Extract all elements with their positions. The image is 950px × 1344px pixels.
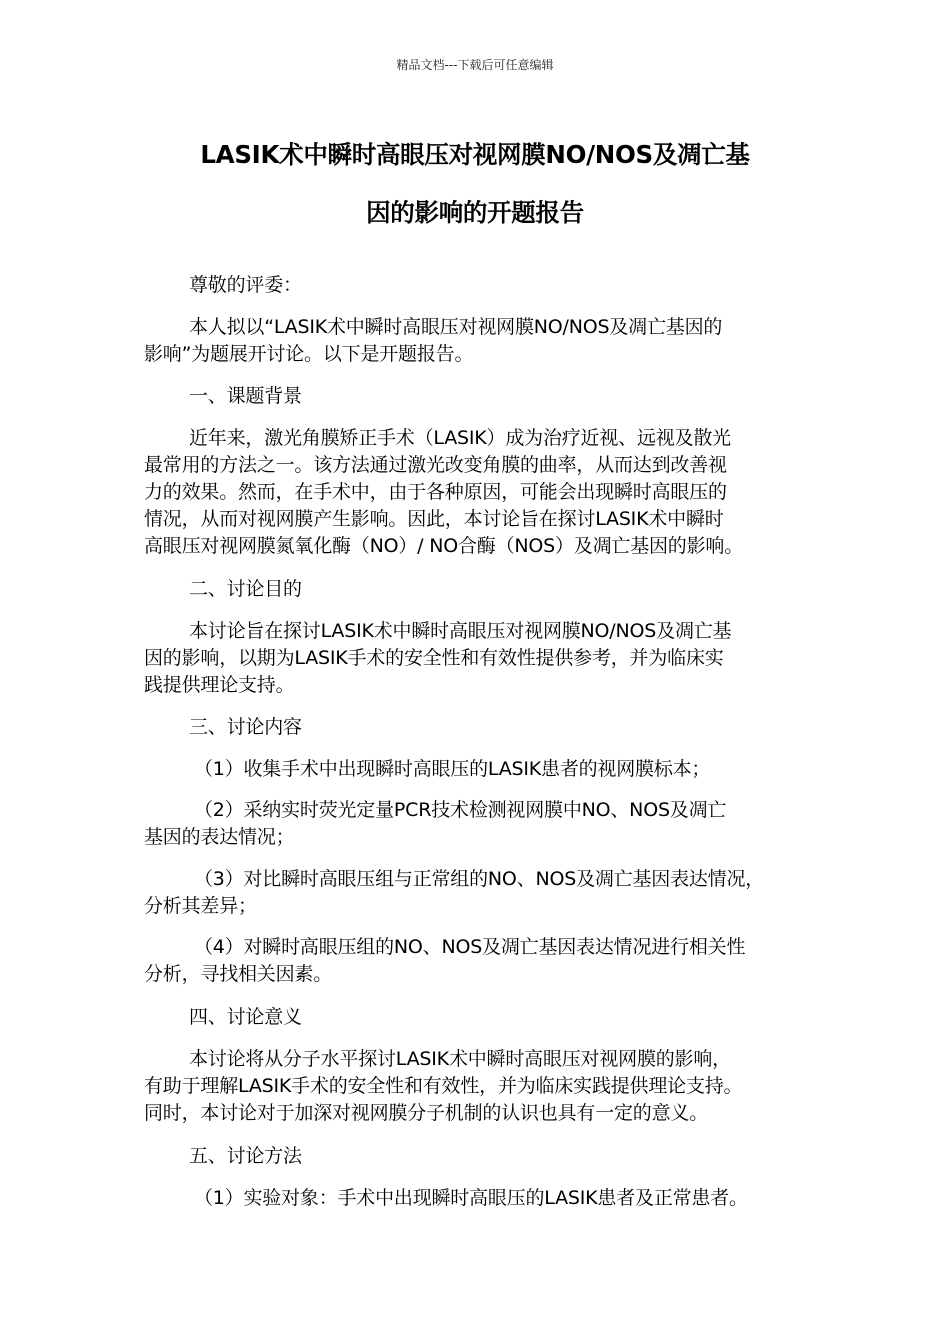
section-3-item-4	[144, 934, 834, 988]
section-4-line-2: 有助于理解LASIK手术的安全性和有效性，并为临床实践提供理论支持。	[144, 1075, 743, 1097]
section-5-item-1	[144, 1185, 834, 1212]
section-1-line-1: 近年来，激光角膜矫正手术（LASIK）成为治疗近视、远视及散光	[189, 427, 731, 449]
document-header-note: 精品文档---下载后可任意编辑	[396, 58, 554, 72]
salutation-text: 尊敬的评委：	[189, 274, 302, 296]
section-1-paragraph	[144, 425, 834, 560]
section-4-line-1: 本讨论将从分子水平探讨LASIK术中瞬时高眼压对视网膜的影响，	[189, 1048, 731, 1070]
section-3-item-4-line-2: 分析，寻找相关因素。	[144, 963, 333, 985]
section-4-paragraph	[144, 1046, 834, 1127]
document-title-line-1: LASIK术中瞬时高眼压对视网膜NO/NOS及凋亡基	[200, 140, 750, 169]
section-2-line-2: 因的影响，以期为LASIK手术的安全性和有效性提供参考，并为临床实	[144, 647, 724, 669]
section-2-heading-text: 二、讨论目的	[189, 578, 302, 600]
intro-line-2: 影响”为题展开讨论。以下是开题报告。	[144, 343, 474, 365]
section-3-item-3-line-1: （3）对比瞬时高眼压组与正常组的NO、NOS及凋亡基因表达情况，	[194, 868, 765, 890]
section-3-item-2-line-2: 基因的表达情况；	[144, 826, 295, 848]
section-1-line-2: 最常用的方法之一。该方法通过激光改变角膜的曲率，从而达到改善视	[144, 454, 727, 476]
section-5-heading	[144, 1143, 834, 1170]
section-1-heading	[144, 383, 834, 410]
section-3-item-1-line-1: （1）收集手术中出现瞬时高眼压的LASIK患者的视网膜标本；	[194, 758, 711, 780]
section-1-line-4: 情况，从而对视网膜产生影响。因此，本讨论旨在探讨LASIK术中瞬时	[144, 508, 724, 530]
section-2-line-3: 践提供理论支持。	[144, 674, 295, 696]
intro-line-1: 本人拟以“LASIK术中瞬时高眼压对视网膜NO/NOS及凋亡基因的	[189, 316, 723, 338]
section-4-heading	[144, 1004, 834, 1031]
document-title-line-2: 因的影响的开题报告	[366, 198, 584, 227]
section-3-heading-text: 三、讨论内容	[189, 716, 302, 738]
section-3-item-4-line-1: （4）对瞬时高眼压组的NO、NOS及凋亡基因表达情况进行相关性	[194, 936, 746, 958]
section-5-item-1-line-1: （1）实验对象：手术中出现瞬时高眼压的LASIK患者及正常患者。	[194, 1187, 748, 1209]
section-3-item-3-line-2: 分析其差异；	[144, 895, 257, 917]
section-4-heading-text: 四、讨论意义	[189, 1006, 302, 1028]
section-1-heading-text: 一、课题背景	[189, 385, 302, 407]
section-2-heading	[144, 576, 834, 603]
section-1-line-5: 高眼压对视网膜氮氧化酶（NO）/ NO合酶（NOS）及凋亡基因的影响。	[144, 535, 744, 557]
salutation	[144, 272, 834, 299]
section-1-line-3: 力的效果。然而，在手术中，由于各种原因，可能会出现瞬时高眼压的	[144, 481, 727, 503]
section-3-item-2-line-1: （2）采纳实时荧光定量PCR技术检测视网膜中NO、NOS及凋亡	[194, 799, 727, 821]
section-4-line-3: 同时，本讨论对于加深对视网膜分子机制的认识也具有一定的意义。	[144, 1102, 709, 1124]
section-3-item-3	[144, 866, 834, 920]
intro-paragraph	[144, 314, 834, 368]
section-3-item-2	[144, 797, 834, 851]
section-3-item-1	[144, 756, 834, 783]
section-2-paragraph	[144, 618, 834, 699]
section-3-heading	[144, 714, 834, 741]
section-2-line-1: 本讨论旨在探讨LASIK术中瞬时高眼压对视网膜NO/NOS及凋亡基	[189, 620, 732, 642]
section-5-heading-text: 五、讨论方法	[189, 1145, 302, 1167]
